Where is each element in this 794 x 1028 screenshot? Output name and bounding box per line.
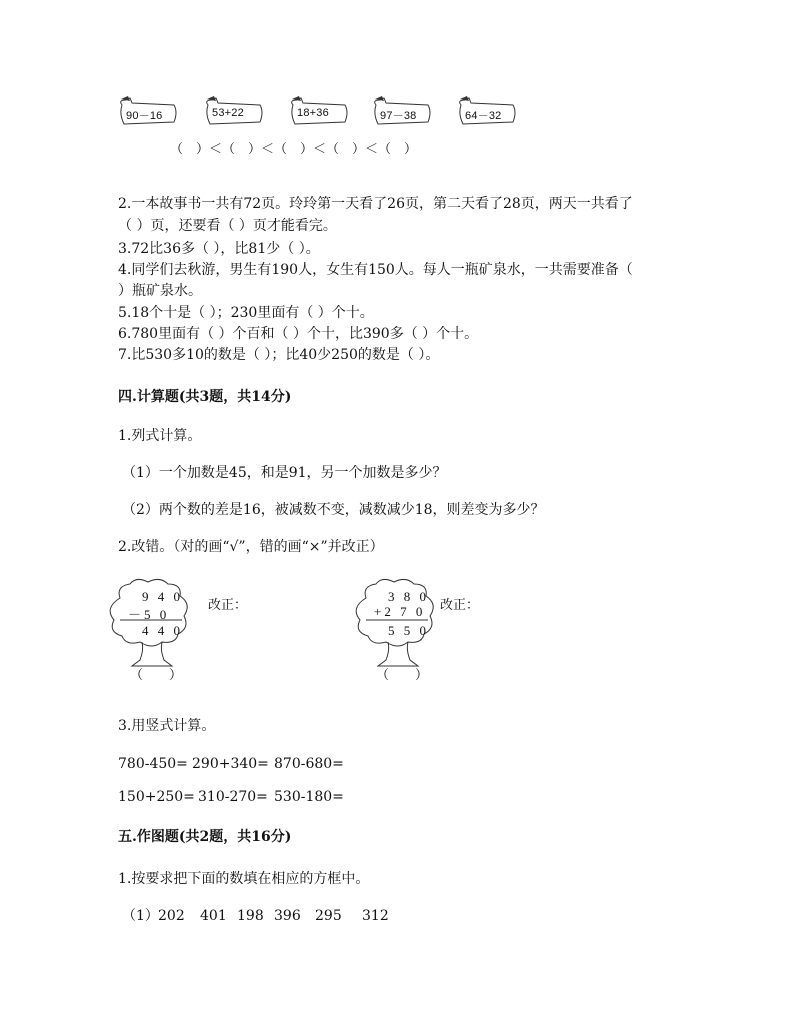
question-2-line-2: （ ）页，还要看（ ）页才能看完。 <box>118 218 337 234</box>
vertical-calc-4: 150+250= <box>118 789 195 805</box>
tree-1-row-2: －5 0 <box>128 607 170 622</box>
question-2-line-1: 2.一本故事书一共有72页。玲玲第一天看了26页，第二天看了28页，两天一共看了 <box>118 196 633 212</box>
leaf-tag-label: 97－38 <box>380 110 417 122</box>
numbers-label: （1） <box>122 908 159 924</box>
number-1: 202 <box>158 908 185 924</box>
vertical-calc-1: 780-450= <box>118 756 188 772</box>
section-4-title: 四.计算题(共3题，共14分) <box>118 389 292 405</box>
tree-1-row-1: 9 4 0 <box>142 589 183 604</box>
number-4: 396 <box>274 908 301 924</box>
vertical-calc-2: 290+340= <box>192 756 269 772</box>
question-5: 5.18个十是（ ）；230里面有（ ）个十。 <box>118 305 374 321</box>
leaf-tag-label: 53+22 <box>212 107 244 119</box>
compare-row: （ ）＜（ ）＜（ ）＜（ ）＜（ ） <box>170 142 418 157</box>
leaf-tag-5 <box>455 96 519 130</box>
question-4-line-2: ）瓶矿泉水。 <box>118 283 202 299</box>
number-2: 401 <box>200 908 227 924</box>
leaf-tag-3 <box>287 96 351 130</box>
section-4-question-1b: （2）两个数的差是16，被减数不变，减数减少18，则差变为多少？ <box>122 502 545 518</box>
number-6: 312 <box>362 908 389 924</box>
tree-2-answer-parens: （ ） <box>376 668 429 683</box>
question-4-line-1: 4.同学们去秋游，男生有190人，女生有150人。每人一瓶矿泉水，一共需要准备（ <box>118 262 633 278</box>
section-5-title: 五.作图题(共2题，共16分) <box>118 829 292 845</box>
section-4-question-1a: （1）一个加数是45，和是91，另一个加数是多少？ <box>122 465 447 481</box>
error-tree-2 <box>348 578 448 688</box>
vertical-calc-6: 530-180= <box>274 789 344 805</box>
question-3: 3.72比36多（ ），比81少（ ）。 <box>118 241 320 257</box>
number-5: 295 <box>315 908 342 924</box>
tree-1-row-3: 4 4 0 <box>142 623 183 638</box>
tree-2-row-2: +2 7 0 <box>374 604 426 619</box>
question-7: 7.比530多10的数是（ ）；比40少250的数是（ ）。 <box>118 347 440 363</box>
tree-1-correction-label: 改正： <box>208 598 248 613</box>
leaf-tag-4 <box>370 96 434 130</box>
vertical-calc-3: 870-680= <box>274 756 344 772</box>
section-4-question-1: 1.列式计算。 <box>118 428 202 444</box>
error-tree-1 <box>102 578 202 688</box>
leaf-tag-1 <box>116 96 180 130</box>
section-4-question-3: 3.用竖式计算。 <box>118 718 216 734</box>
leaf-tag-label: 90－16 <box>126 110 163 122</box>
leaf-tag-label: 18+36 <box>297 107 329 119</box>
leaf-tag-2 <box>202 96 266 130</box>
tree-2-row-1: 3 8 0 <box>388 589 429 604</box>
number-3: 198 <box>237 908 264 924</box>
section-4-question-2: 2.改错。（对的画“√”，错的画“×”并改正） <box>118 539 384 555</box>
tree-1-answer-parens: （ ） <box>130 668 183 683</box>
vertical-calc-5: 310-270= <box>198 789 268 805</box>
tree-2-row-3: 5 5 0 <box>388 623 429 638</box>
section-5-question-1: 1.按要求把下面的数填在相应的方框中。 <box>118 871 370 887</box>
leaf-tag-label: 64－32 <box>465 110 502 122</box>
tree-2-correction-label: 改正： <box>440 598 480 613</box>
question-6: 6.780里面有（ ）个百和（ ）个十，比390多（ ）个十。 <box>118 326 479 342</box>
